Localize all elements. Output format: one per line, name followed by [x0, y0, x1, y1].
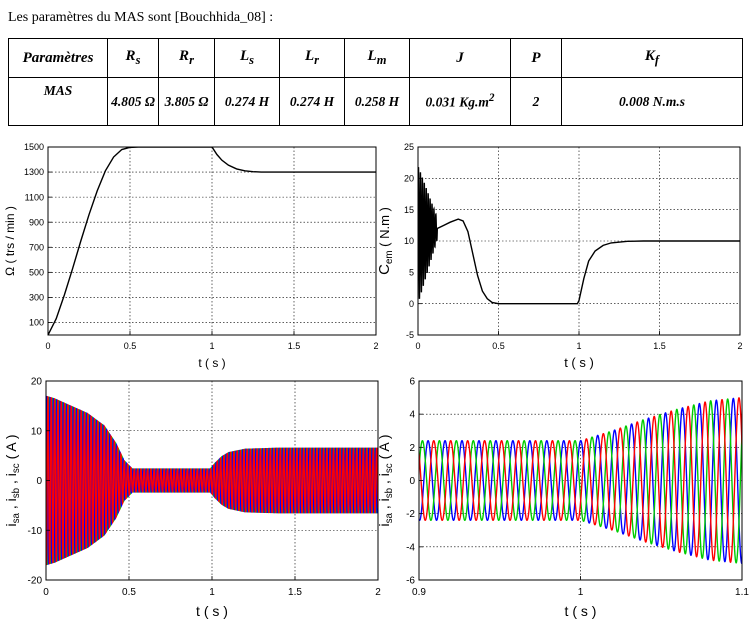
x-tick-label: 1	[209, 341, 215, 351]
currents-zoom-plot	[375, 372, 750, 625]
speed-plot-svg	[0, 135, 385, 375]
y-tick-label: 15	[403, 204, 414, 215]
x-axis-label: t ( s )	[564, 355, 594, 370]
x-tick-label: 1.5	[287, 341, 301, 351]
x-tick-label: 0.5	[492, 341, 505, 351]
x-tick-label: 1.5	[653, 341, 666, 351]
y-axis-label	[3, 435, 22, 527]
parameters-table	[8, 38, 743, 126]
x-tick-label: 0	[43, 587, 49, 598]
y-tick-label: 20	[30, 376, 42, 388]
table-header-row	[9, 39, 743, 78]
value-cell: 2	[511, 78, 562, 126]
x-tick-label: 2	[375, 587, 381, 598]
x-tick-label: 2	[373, 341, 379, 351]
header-cell: P	[511, 39, 562, 78]
y-tick-label: 0	[36, 476, 42, 487]
currents-plot-svg	[0, 372, 390, 625]
y-tick-label: 10	[403, 236, 414, 247]
y-tick-label: 900	[28, 217, 44, 228]
x-tick-label: 0	[45, 341, 51, 351]
header-cell: $L_r$	[280, 39, 345, 78]
x-axis-label: t ( s )	[564, 603, 597, 619]
value-cell: 3.805 Ω	[159, 78, 215, 126]
y-label-subscript: em	[384, 250, 395, 265]
x-tick-label: 1.1	[735, 587, 749, 598]
x-tick-label: 0	[415, 341, 421, 351]
y-label-subscript: sc	[384, 463, 395, 474]
currents-zoom-plot-svg	[375, 372, 750, 625]
y-tick-label: 0	[408, 298, 414, 309]
torque-plot	[375, 135, 750, 375]
row-label-cell: MAS	[9, 78, 108, 126]
currents-plot	[0, 372, 390, 625]
speed-plot	[0, 135, 385, 375]
y-label-part: , i	[376, 473, 392, 488]
header-cell: $L_m$	[345, 39, 410, 78]
y-tick-label: 20	[403, 173, 414, 184]
y-tick-label: -4	[406, 542, 415, 554]
value-cell: 0.031 $Kg.m^2$	[410, 78, 511, 126]
y-label-subscript: sa	[384, 513, 395, 524]
y-tick-label: -5	[405, 330, 414, 341]
header-cell: J	[410, 39, 511, 78]
x-tick-label: 0.5	[122, 587, 136, 598]
y-label-subscript: sb	[11, 487, 22, 499]
x-tick-label: 2	[737, 341, 743, 351]
value-cell: 0.274 H	[215, 78, 280, 126]
value-cell: 0.274 H	[280, 78, 345, 126]
x-tick-label: 0.5	[123, 341, 137, 351]
y-tick-label: -2	[406, 509, 415, 521]
torque-plot-svg	[375, 135, 750, 375]
y-label-part: ( N.m )	[377, 207, 392, 251]
table-row	[9, 78, 743, 126]
header-cell: Paramètres	[9, 39, 108, 78]
y-axis-label	[376, 207, 395, 275]
y-tick-label: -6	[406, 575, 415, 587]
value-cell: 4.805 Ω	[108, 78, 159, 126]
y-axis-label: Ω ( trs / min )	[3, 206, 17, 276]
y-tick-label: 1300	[23, 167, 44, 178]
header-cell: $K_f$	[562, 39, 743, 78]
value-cell: 0.258 H	[345, 78, 410, 126]
y-tick-label: 25	[403, 142, 414, 153]
x-axis-label: t ( s )	[196, 603, 228, 619]
y-tick-label: 300	[28, 292, 44, 303]
x-tick-label: 1	[576, 341, 582, 351]
y-tick-label: 100	[28, 317, 44, 328]
y-label-part: , i	[3, 498, 19, 514]
y-tick-label: 4	[409, 409, 415, 421]
y-label-main: C	[376, 264, 393, 275]
y-tick-label: 6	[409, 376, 415, 388]
intro-text: Les paramètres du MAS sont [Bouchhida_08] :	[8, 10, 274, 25]
y-axis-label	[376, 435, 395, 527]
x-axis-label: t ( s )	[198, 356, 226, 370]
y-tick-label: 10	[30, 426, 42, 438]
y-label-part: , i	[3, 473, 19, 488]
y-label-subscript: sb	[384, 487, 395, 499]
y-label-subscript: sa	[11, 513, 22, 524]
header-cell: $R_r$	[159, 39, 215, 78]
y-tick-label: 500	[28, 267, 44, 278]
y-tick-label: 700	[28, 242, 44, 253]
x-tick-label: 1	[577, 587, 584, 598]
y-tick-label: 0	[409, 476, 415, 487]
y-tick-label: 1100	[24, 192, 44, 203]
header-cell: $R_s$	[108, 39, 159, 78]
y-tick-label: 2	[409, 442, 415, 454]
x-tick-label: 0.9	[412, 587, 426, 598]
y-label-main: i	[3, 523, 19, 527]
y-tick-label: -20	[27, 575, 42, 587]
y-label-part: ( A )	[3, 434, 19, 464]
y-tick-label: -10	[27, 525, 42, 537]
x-tick-label: 1	[209, 587, 215, 598]
y-label-part: ( A )	[376, 434, 392, 464]
y-tick-label: 5	[408, 267, 414, 278]
y-label-subscript: sc	[11, 463, 22, 474]
y-label-main: i	[376, 523, 392, 527]
value-cell: 0.008 N.m.s	[562, 78, 743, 126]
x-tick-label: 1.5	[288, 587, 302, 598]
header-cell: $L_s$	[215, 39, 280, 78]
y-tick-label: 1500	[23, 142, 44, 153]
y-label-part: , i	[376, 498, 392, 514]
